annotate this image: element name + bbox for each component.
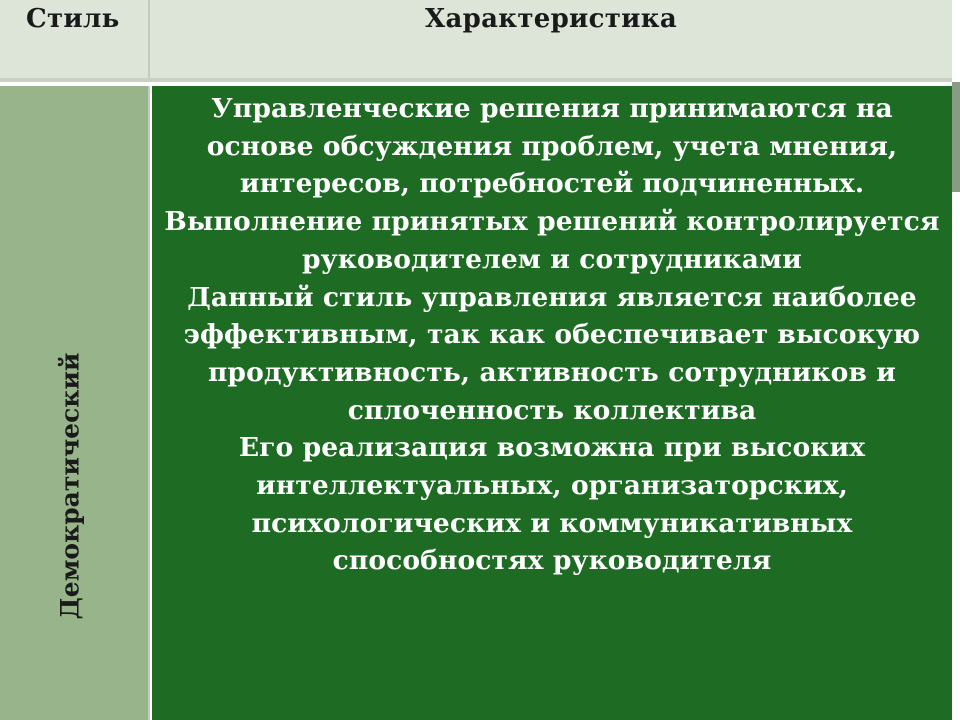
characteristic-line: продуктивность, активность сотрудников и: [207, 356, 897, 388]
characteristic-line: Его реализация возможна при высоких: [238, 432, 866, 464]
characteristic-line: Данный стиль управления является наиболее: [187, 281, 917, 313]
edge-strip: [952, 82, 960, 192]
characteristic-line: интеллектуальных, организаторских,: [256, 470, 848, 502]
header-cell-characteristic: [150, 0, 952, 82]
characteristic-cell: [152, 86, 952, 720]
characteristic-line: способностях руководителя: [332, 545, 772, 577]
header-style-label: Стиль: [26, 4, 120, 34]
style-cell: [0, 86, 150, 720]
characteristic-line: эффективным, так как обеспечивает высокую: [183, 319, 921, 351]
header-cell-style: [0, 0, 150, 82]
style-name: Демократический: [55, 352, 85, 620]
characteristic-line: руководителем и сотрудниками: [302, 243, 802, 275]
characteristic-line: сплоченность коллектива: [347, 394, 757, 426]
characteristic-text: [152, 90, 952, 580]
header-characteristic-label: Характеристика: [425, 4, 677, 34]
characteristic-line: Выполнение принятых решений контролируется: [164, 206, 940, 238]
characteristic-line: основе обсуждения проблем, учета мнения,: [206, 130, 898, 162]
characteristic-line: Управленческие решения принимаются на: [211, 93, 893, 124]
characteristic-line: психологических и коммуникативных: [251, 507, 853, 539]
characteristic-line: интересов, потребностей подчиненных.: [239, 168, 865, 200]
